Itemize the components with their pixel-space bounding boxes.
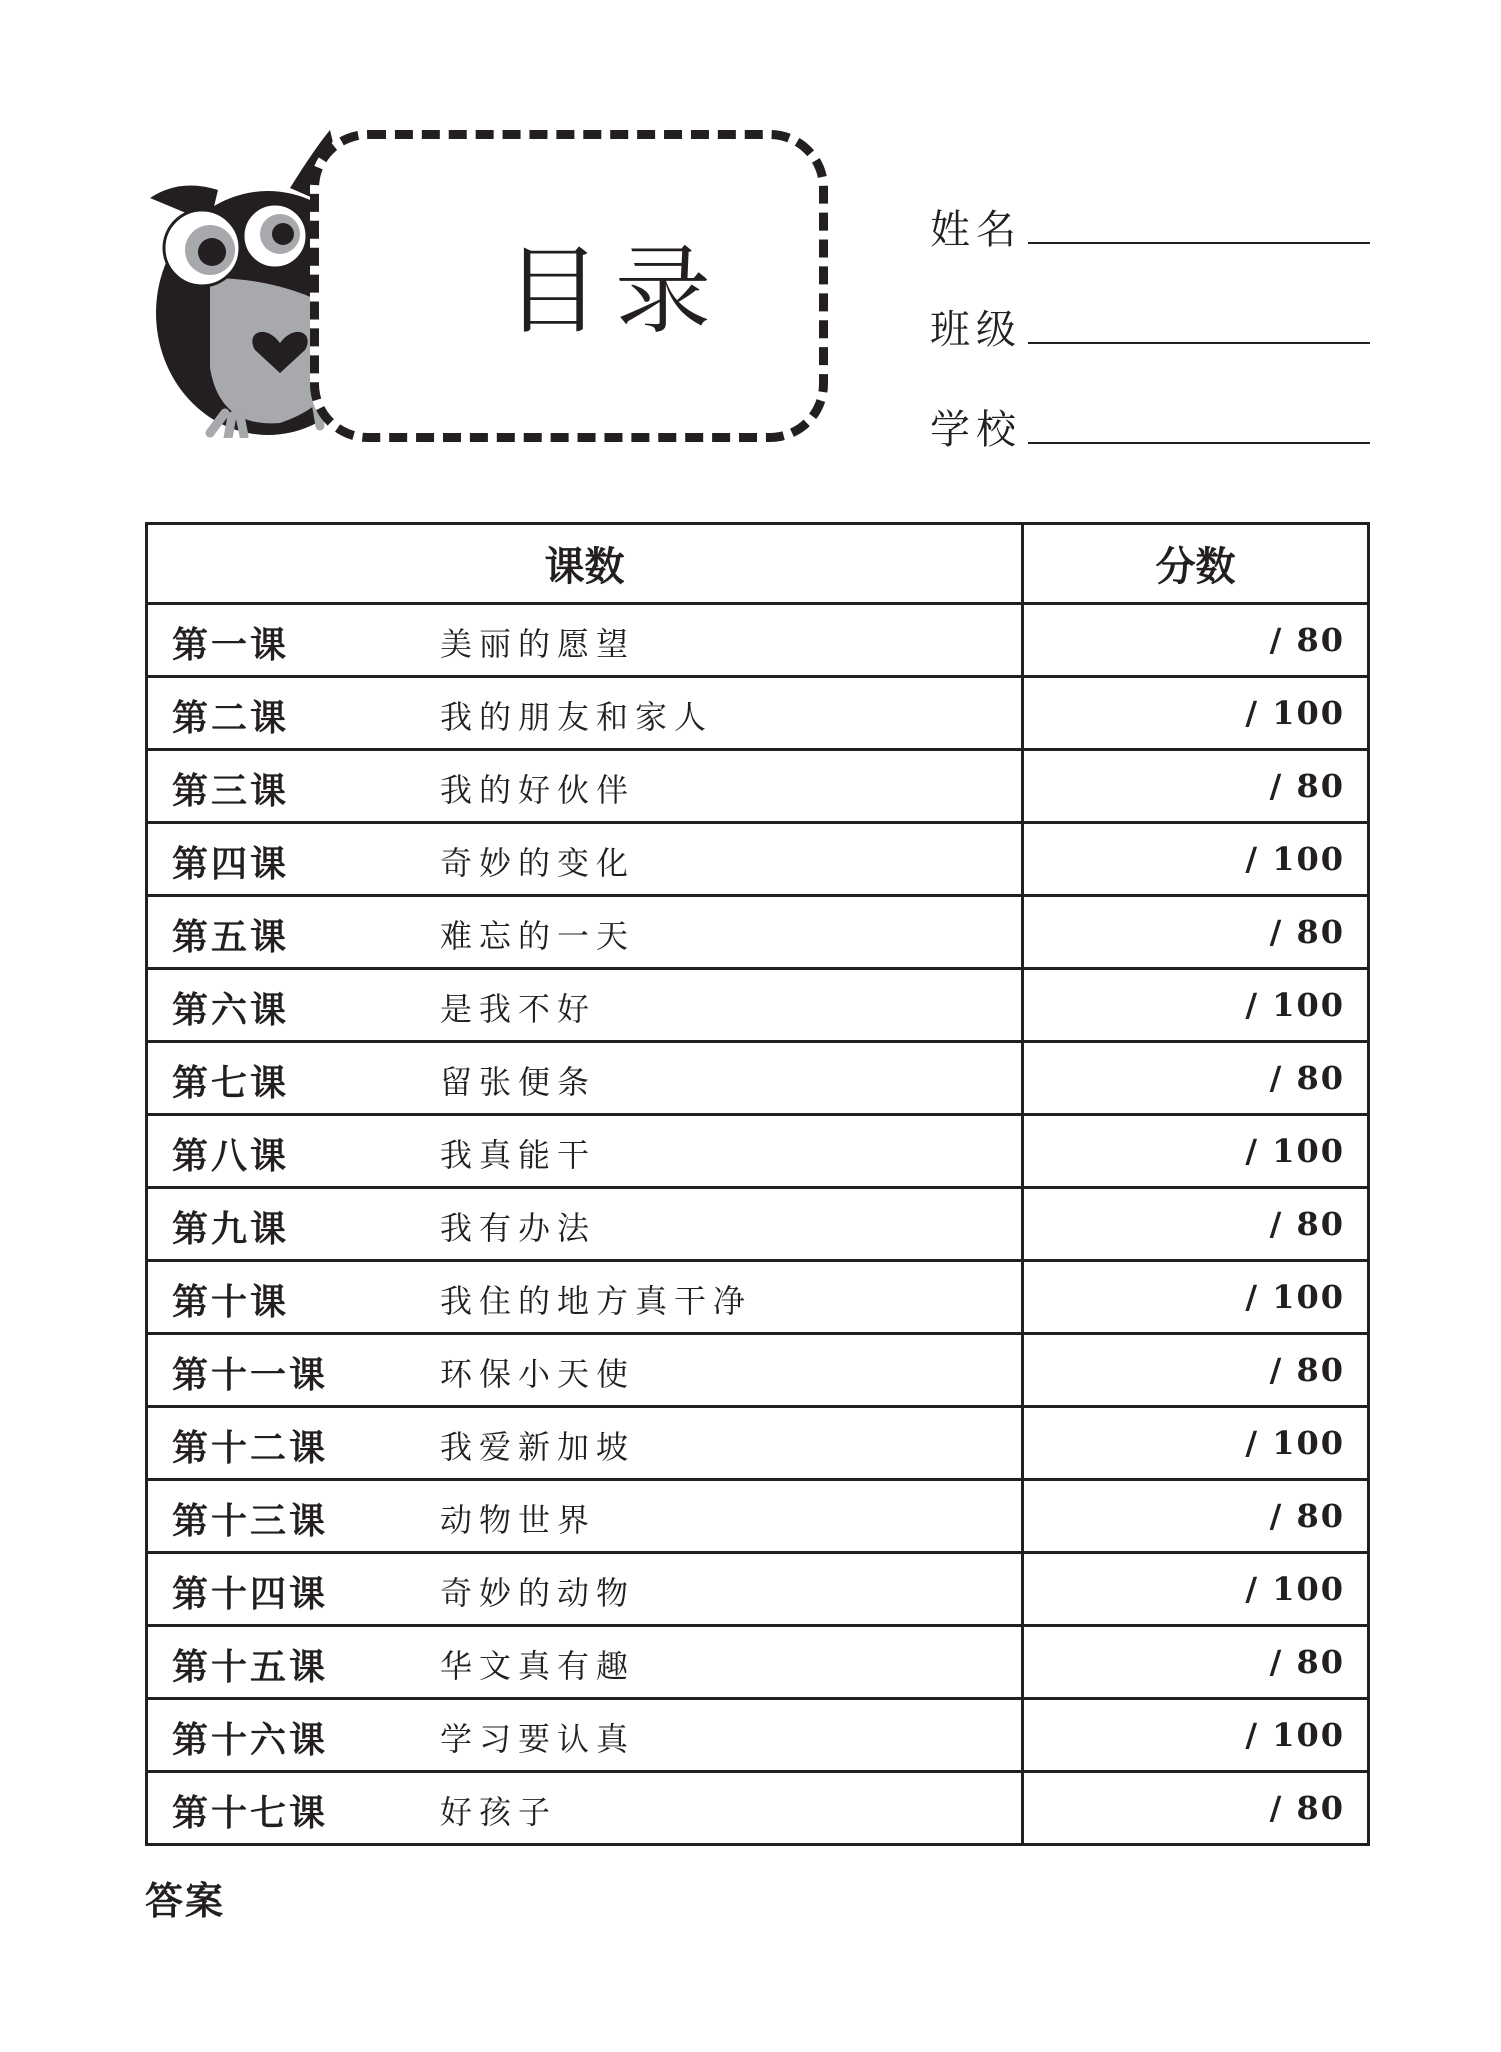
score-cell: / 100 [1023,1261,1369,1334]
lesson-cell [147,750,1023,823]
lesson-cell-inner [148,1335,1021,1405]
lesson-title: 学习要认真 [440,1720,636,1758]
name-label: 姓名 [930,207,1022,253]
school-underline[interactable] [1028,442,1370,444]
table-body [147,604,1369,1845]
lesson-cell [147,1188,1023,1261]
lesson-title: 我的朋友和家人 [440,698,714,736]
lesson-number: 第四课 [172,844,290,885]
table-row [147,969,1369,1042]
lesson-number: 第十二课 [172,1428,329,1469]
score-cell: / 80 [1023,896,1369,969]
page-title: 目录 [505,235,725,347]
lesson-number: 第十一课 [172,1355,329,1396]
lesson-title: 我真能干 [440,1136,597,1174]
table-row [147,1188,1369,1261]
class-underline[interactable] [1028,342,1370,344]
lesson-cell-inner [148,970,1021,1040]
lesson-number: 第八课 [172,1136,290,1177]
name-underline[interactable] [1028,242,1370,244]
lesson-cell [147,1699,1023,1772]
answers-heading: 答案 [145,1879,226,1923]
lesson-cell-inner [148,1262,1021,1332]
lesson-title: 我住的地方真干净 [440,1282,753,1320]
table-row [147,1407,1369,1480]
table-row [147,1334,1369,1407]
lesson-number: 第五课 [172,917,290,958]
score-cell: / 100 [1023,1553,1369,1626]
table-row [147,1115,1369,1188]
lesson-title: 我爱新加坡 [440,1428,636,1466]
table-row [147,1261,1369,1334]
score-cell: / 100 [1023,677,1369,750]
lesson-cell [147,1480,1023,1553]
contents-table [145,522,1370,1846]
lesson-title: 我有办法 [440,1209,597,1247]
score-cell: / 80 [1023,1772,1369,1845]
lesson-cell-inner [148,1189,1021,1259]
lesson-cell [147,1407,1023,1480]
lesson-number: 第十四课 [172,1574,329,1615]
table-row [147,1626,1369,1699]
class-label: 班级 [930,307,1022,353]
lesson-number: 第一课 [172,625,290,666]
owl-right-eye-pupil [272,223,294,245]
lesson-cell-inner [148,1408,1021,1478]
score-cell: / 80 [1023,1334,1369,1407]
lesson-cell-inner [148,897,1021,967]
lesson-title: 奇妙的变化 [440,844,636,882]
lesson-title: 华文真有趣 [440,1647,636,1685]
lesson-number: 第十七课 [172,1793,329,1834]
lesson-cell [147,1261,1023,1334]
lesson-cell-inner [148,1554,1021,1624]
lesson-number: 第十五课 [172,1647,329,1688]
lesson-number: 第二课 [172,698,290,739]
score-cell: / 100 [1023,823,1369,896]
score-cell: / 80 [1023,1188,1369,1261]
lesson-cell-inner [148,605,1021,675]
table-header-row [147,524,1369,604]
score-cell: / 100 [1023,1407,1369,1480]
lesson-title: 奇妙的动物 [440,1574,636,1612]
lesson-cell-inner [148,1481,1021,1551]
lesson-title: 是我不好 [440,990,597,1028]
score-cell: / 80 [1023,750,1369,823]
table-row [147,604,1369,677]
score-cell: / 100 [1023,1115,1369,1188]
lesson-title: 留张便条 [440,1063,597,1101]
header-lesson: 课数 [147,524,1023,604]
table-row [147,1553,1369,1626]
lesson-title: 好孩子 [440,1793,558,1831]
score-cell: / 100 [1023,969,1369,1042]
school-label: 学校 [930,407,1022,453]
score-cell: / 80 [1023,604,1369,677]
lesson-number: 第六课 [172,990,290,1031]
lesson-cell [147,1042,1023,1115]
table-row [147,1772,1369,1845]
lesson-cell [147,1553,1023,1626]
lesson-cell [147,1115,1023,1188]
class-field[interactable] [930,290,1370,353]
lesson-title: 环保小天使 [440,1355,636,1393]
school-field[interactable] [930,390,1370,453]
lesson-cell-inner [148,751,1021,821]
lesson-number: 第三课 [172,771,290,812]
lesson-cell-inner [148,1773,1021,1843]
table-row [147,896,1369,969]
lesson-cell [147,1626,1023,1699]
lesson-number: 第十三课 [172,1501,329,1542]
name-field[interactable] [930,190,1370,253]
lesson-cell [147,604,1023,677]
lesson-cell-inner [148,1043,1021,1113]
lesson-number: 第十六课 [172,1720,329,1761]
table-row [147,1042,1369,1115]
lesson-number: 第十课 [172,1282,290,1323]
table-row [147,1699,1369,1772]
lesson-title: 动物世界 [440,1501,597,1539]
lesson-cell [147,1334,1023,1407]
lesson-cell-inner [148,1116,1021,1186]
lesson-cell [147,896,1023,969]
table-row [147,1480,1369,1553]
table-row [147,750,1369,823]
lesson-title: 我的好伙伴 [440,771,636,809]
lesson-number: 第九课 [172,1209,290,1250]
header-score: 分数 [1023,524,1369,604]
lesson-cell [147,677,1023,750]
lesson-title: 美丽的愿望 [440,625,636,663]
lesson-cell-inner [148,678,1021,748]
table-row [147,677,1369,750]
owl-left-eye-pupil [198,238,226,266]
lesson-cell-inner [148,1700,1021,1770]
lesson-number: 第七课 [172,1063,290,1104]
table-row [147,823,1369,896]
score-cell: / 80 [1023,1626,1369,1699]
lesson-cell [147,969,1023,1042]
score-cell: / 100 [1023,1699,1369,1772]
lesson-cell [147,1772,1023,1845]
lesson-cell-inner [148,824,1021,894]
lesson-title: 难忘的一天 [440,917,636,955]
score-cell: / 80 [1023,1480,1369,1553]
lesson-cell-inner [148,1627,1021,1697]
score-cell: / 80 [1023,1042,1369,1115]
lesson-cell [147,823,1023,896]
